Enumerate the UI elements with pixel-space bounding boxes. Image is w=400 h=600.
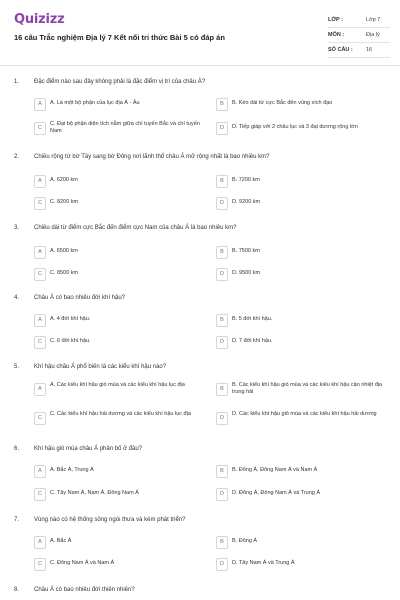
option-letter-b: B [216,175,228,188]
question-text: Châu Á có bao nhiêu đới thiên nhiên? [34,587,135,593]
option-letter-a: A [34,465,46,478]
option-letter-d: D [216,488,228,501]
option-c[interactable] [34,334,214,351]
option-letter-a: A [34,383,46,396]
option-text: A. 4 đới khí hậu. [50,316,91,322]
option-text: D. 7 đới khí hậu. [232,338,273,344]
option-a[interactable] [34,173,214,190]
option-text: C. 6 đới khí hậu. [50,338,91,344]
option-letter-b: B [216,465,228,478]
option-text: A. Là một bộ phận của lục địa Á - Âu [50,100,140,106]
question-number: 3. [14,225,20,231]
meta-row-grade [328,13,390,28]
meta-key: MÔN : [328,32,345,38]
meta-row-subject [328,28,390,43]
option-letter-b: B [216,383,228,396]
option-letter-d: D [216,336,228,349]
option-text: A. Các kiểu khí hậu gió mùa và các kiểu khí hậu lục địa [50,382,185,388]
option-a[interactable] [34,463,214,480]
option-letter-a: A [34,175,46,188]
question-text: Vùng nào có hệ thống sông ngòi thưa và kém phát triển? [34,517,186,523]
option-letter-d: D [216,268,228,281]
option-letter-c: C [34,336,46,349]
option-text: D. Đông Á, Đông Nam Á và Trung Á [232,490,321,496]
option-b[interactable] [216,381,396,398]
option-d[interactable] [216,266,396,283]
option-letter-b: B [216,98,228,111]
option-c[interactable] [34,195,214,212]
option-letter-d: D [216,412,228,425]
question-text: Châu Á có bao nhiêu đới khí hậu? [34,295,125,301]
option-b[interactable] [216,463,396,480]
option-letter-c: C [34,412,46,425]
option-text: B. 7200 km [232,177,260,183]
option-d[interactable] [216,195,396,212]
option-a[interactable] [34,312,214,329]
option-text: B. Kéo dài từ cực Bắc đến vùng xích đạo [232,100,333,106]
option-b[interactable] [216,312,396,329]
question-number: 1. [14,79,20,85]
option-letter-b: B [216,314,228,327]
option-c[interactable] [34,266,214,283]
option-letter-c: C [34,268,46,281]
option-b[interactable] [216,244,396,261]
option-text: B. 7500 km [232,248,260,254]
option-text: A. Bắc Á [50,538,72,544]
option-text: D. 9500 km [232,270,261,276]
option-a[interactable] [34,534,214,551]
option-d[interactable] [216,486,396,503]
worksheet-title: 16 câu Trắc nghiệm Địa lý 7 Kết nối tri thức Bài 5 có đáp án [14,33,225,42]
meta-value: Lớp 7 [366,17,381,23]
option-letter-a: A [34,246,46,259]
option-text: C. Đại bộ phận diện tích nằm giữa chí tuyến Bắc và chí tuyến Nam [50,121,200,134]
option-text: D. 9200 km [232,199,261,205]
option-text: B. Đông Á [232,538,258,544]
option-letter-c: C [34,558,46,571]
option-text: D. Tây Nam Á và Trung Á [232,560,295,566]
question-text: Đặc điểm nào sau đây không phải là đặc điểm vị trí của châu Á? [34,79,206,85]
option-c[interactable] [34,410,214,427]
option-text: B. Các kiểu khí hậu gió mùa và các kiểu khí hậu cận nhiệt địa trung hải [232,382,383,395]
question-number: 8. [14,587,20,593]
question-number: 7. [14,517,20,523]
meta-value: 16 [366,47,373,53]
question-text: Chiều rộng từ bờ Tây sang bờ Đông nơi lãnh thổ châu Á mở rộng nhất là bao nhiêu km? [34,154,270,160]
option-text: D. Các kiểu khí hậu gió mùa và các kiểu khí hậu hải dương [232,411,377,417]
option-text: B. Đông Á, Đông Nam Á và Nam Á [232,467,318,473]
option-letter-d: D [216,122,228,135]
question-number: 4. [14,295,20,301]
option-b[interactable] [216,96,396,113]
worksheet-meta [328,13,390,58]
option-d[interactable] [216,120,396,137]
option-d[interactable] [216,334,396,351]
option-letter-a: A [34,98,46,111]
option-a[interactable] [34,244,214,261]
option-c[interactable] [34,486,214,503]
worksheet-header [0,0,400,66]
option-letter-a: A [34,536,46,549]
option-d[interactable] [216,410,396,427]
option-text: A. Bắc Á, Trung Á [50,467,94,473]
option-text: C. Tây Nam Á, Nam Á, Đông Nam Á [50,490,139,496]
option-letter-c: C [34,488,46,501]
option-letter-c: C [34,197,46,210]
option-a[interactable] [34,96,214,113]
option-text: C. Các kiểu khí hậu hải dương và các kiểu khí hậu lục địa [50,411,191,417]
option-text: A. 6500 km [50,248,78,254]
quizizz-logo: Quizizz [14,12,65,27]
meta-key: LỚP : [328,17,343,23]
option-text: C. 8500 km [50,270,79,276]
option-letter-d: D [216,558,228,571]
option-a[interactable] [34,381,214,398]
option-letter-b: B [216,536,228,549]
option-b[interactable] [216,173,396,190]
meta-key: SỐ CÂU : [328,47,353,53]
option-letter-d: D [216,197,228,210]
option-d[interactable] [216,556,396,573]
question-text: Chiều dài từ điểm cực Bắc đến điểm cực Nam của châu Á là bao nhiêu km? [34,225,237,231]
option-letter-b: B [216,246,228,259]
meta-row-count [328,43,390,58]
question-text: Khí hậu gió mùa châu Á phân bố ở đâu? [34,446,143,452]
option-text: C. Đông Nam Á và Nam Á [50,560,115,566]
option-text: B. 5 đới khí hậu. [232,316,273,322]
option-c[interactable] [34,120,214,137]
option-text: C. 8200 km [50,199,79,205]
option-b[interactable] [216,534,396,551]
option-letter-c: C [34,122,46,135]
option-text: D. Tiếp giáp với 2 châu lục và 3 đại dương rộng lớn [232,124,358,130]
question-number: 2. [14,154,20,160]
option-text: A. 6200 km [50,177,78,183]
option-c[interactable] [34,556,214,573]
question-number: 5. [14,364,20,370]
meta-value: Địa lý [366,32,380,38]
question-number: 6. [14,446,20,452]
option-letter-a: A [34,314,46,327]
question-text: Khí hậu châu Á phổ biến là các kiểu khí hậu nào? [34,364,167,370]
